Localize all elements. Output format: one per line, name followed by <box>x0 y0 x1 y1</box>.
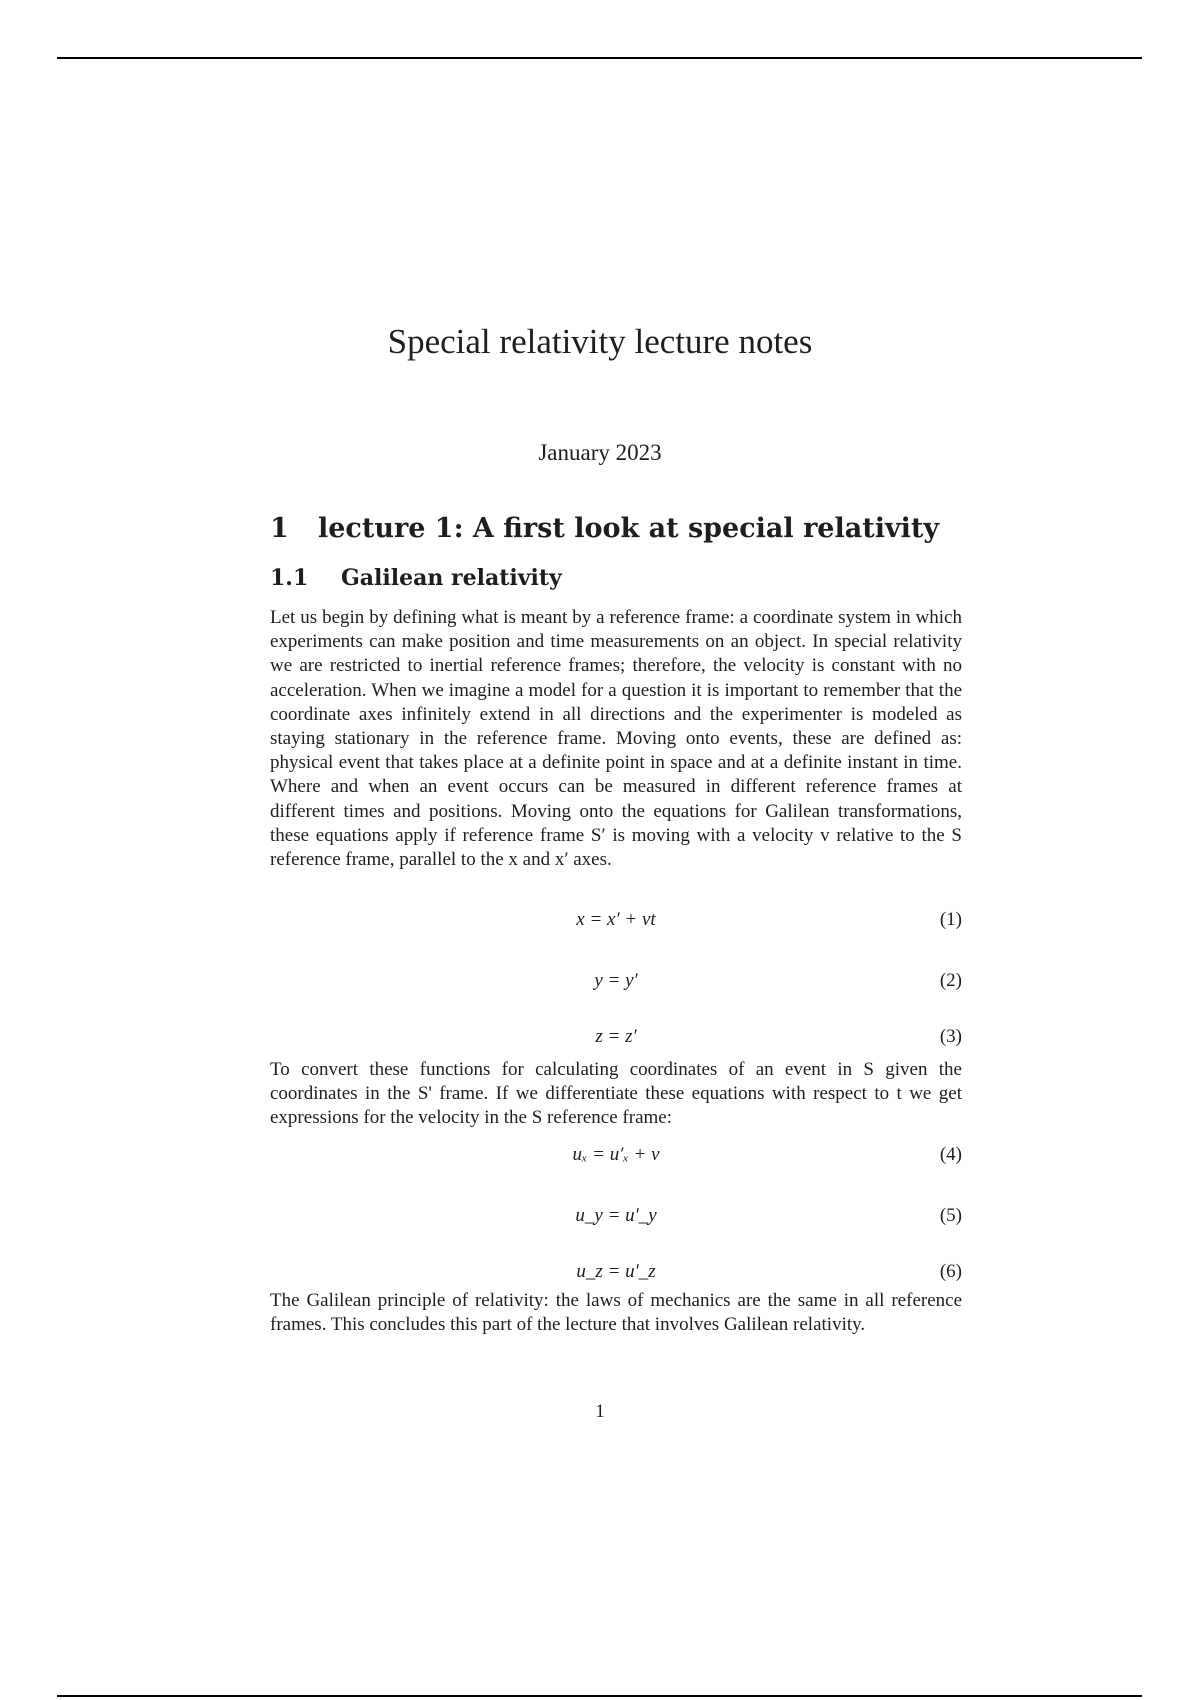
equation-row <box>270 909 962 935</box>
equation-label: (3) <box>939 1026 962 1047</box>
paragraph-intro: Let us begin by defining what is meant by a reference frame: a coordinate system in which experiments can make position and time measurements on an object. In special relativity we are restricted to inertial reference frames; therefore, the velocity is constant with no acceleration. When we imagine a model for a question it is important to remember that the coordinate axes infinitely extend in all directions and the experimenter is modeled as staying stationary in the reference frame. Moving onto events, these are defined as: physical event that takes place at a definite point in space and at a definite instant in time. Where and when an event occurs can be measured in different reference frames at different times and positions. Moving onto the equations for Galilean transformations, these equations apply if reference frame S′ is moving with a velocity v relative to the S reference frame, parallel to the x and x′ axes. <box>270 607 962 871</box>
paragraph-principle: The Galilean principle of relativity: the laws of mechanics are the same in all reference frames. This concludes this part of the lecture that involves Galilean relativity. <box>270 1290 962 1336</box>
equation-row <box>270 1261 962 1287</box>
equation-expression: y = y′ <box>594 970 638 991</box>
equation-expression: u_y = u′_y <box>575 1205 657 1226</box>
document-date: January 2023 <box>538 440 662 465</box>
equation-label: (1) <box>939 909 962 930</box>
paragraph-velocity: To convert these functions for calculating coordinates of an event in S given the coordinates in the S' frame. If we differentiate these equations with respect to t we get expressions for the velocity in the S reference frame: <box>270 1059 962 1129</box>
equation-row <box>270 1144 962 1170</box>
subsection-number: 1.1 <box>270 565 309 591</box>
equation-expression: x = x′ + vt <box>576 909 656 930</box>
section-number: 1 <box>270 513 289 544</box>
equation-expression: z = z′ <box>595 1026 637 1047</box>
equation-label: (2) <box>939 970 962 991</box>
equation-row <box>270 1026 962 1052</box>
equation-row <box>270 1205 962 1231</box>
equation-label: (4) <box>939 1144 962 1165</box>
equation-label: (5) <box>939 1205 962 1226</box>
equation-expression: u_z = u′_z <box>576 1261 656 1282</box>
bottom-rule <box>57 1695 1142 1697</box>
equation-row <box>270 970 962 996</box>
section-heading <box>270 513 939 544</box>
page-number: 1 <box>595 1401 605 1422</box>
top-rule <box>57 57 1142 59</box>
equation-label: (6) <box>939 1261 962 1282</box>
section-title: lecture 1: A first look at special relativity <box>318 513 940 544</box>
subsection-heading <box>270 565 562 591</box>
subsection-title: Galilean relativity <box>341 565 562 591</box>
document-title: Special relativity lecture notes <box>387 322 813 361</box>
equation-expression: uₓ = u′ₓ + v <box>572 1144 660 1165</box>
